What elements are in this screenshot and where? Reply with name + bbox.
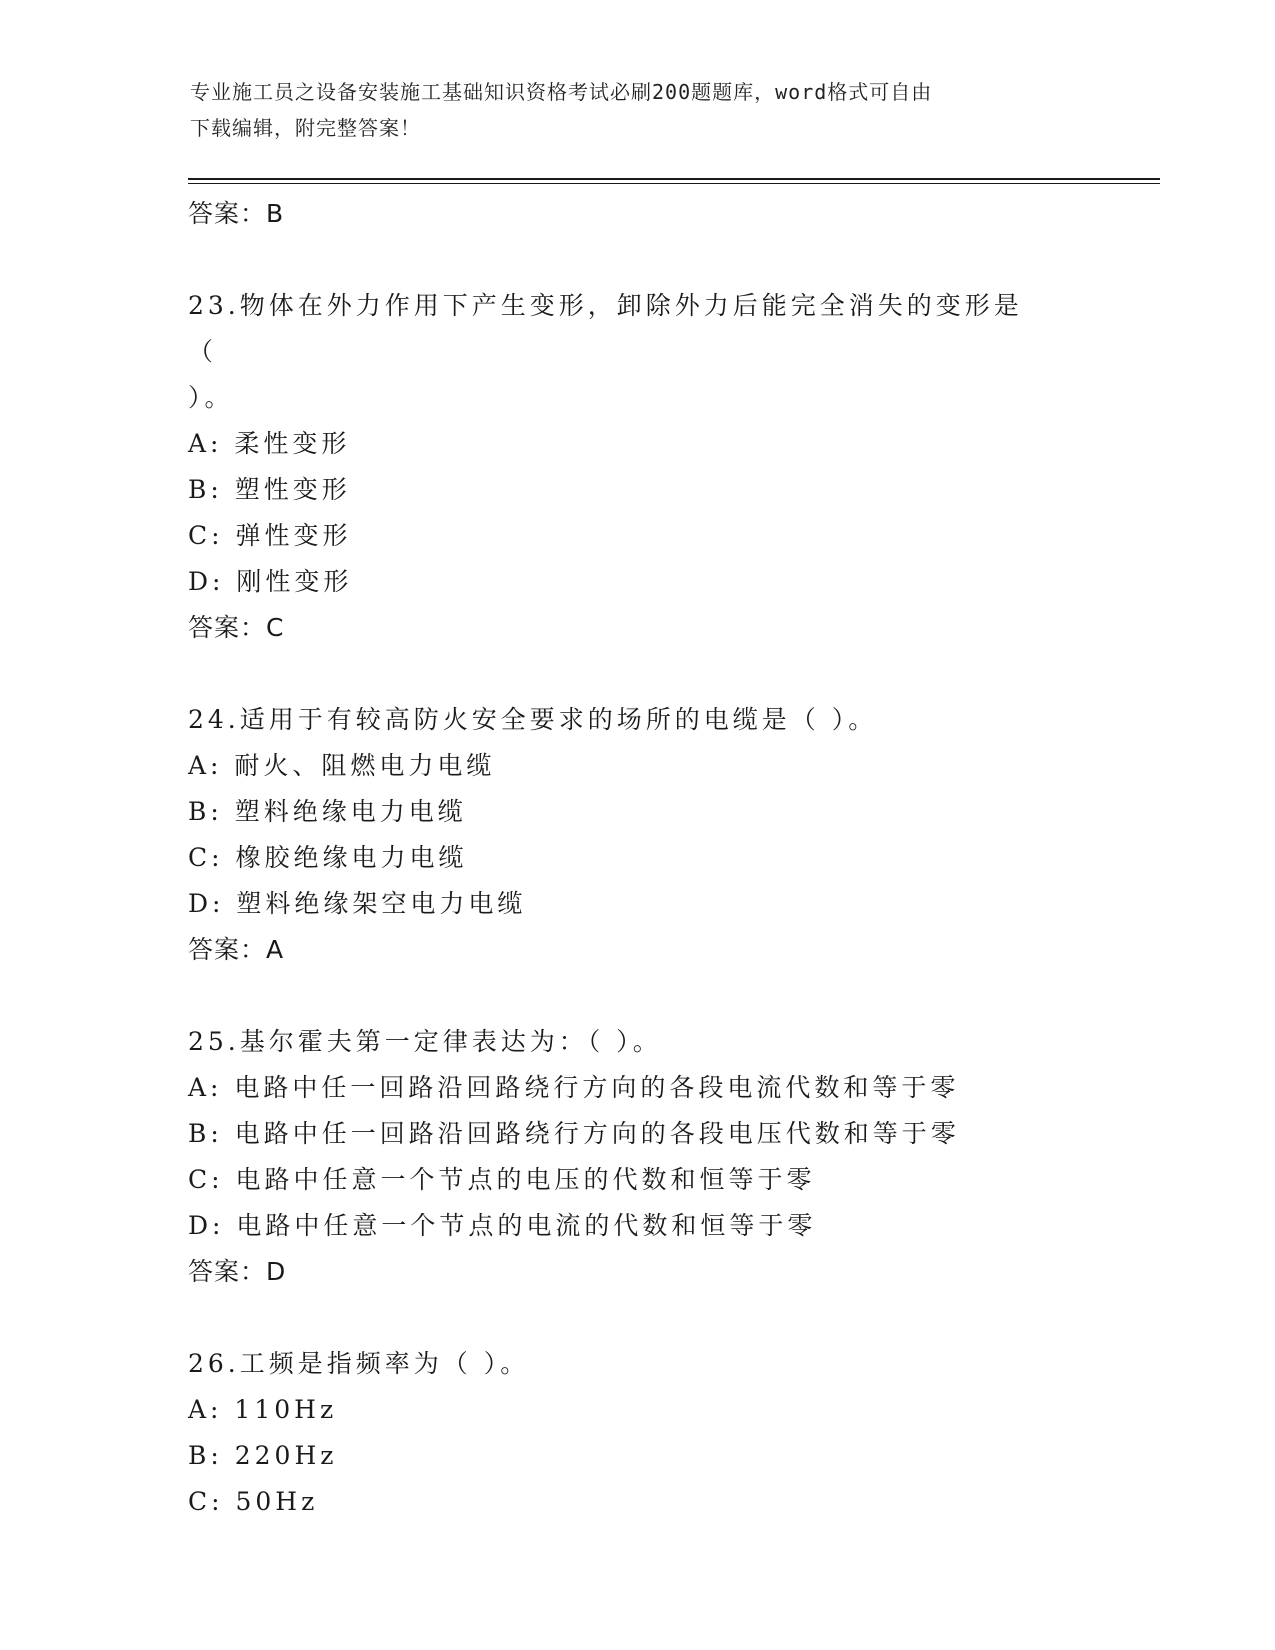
question-26 xyxy=(188,1341,1088,1525)
document-header xyxy=(190,74,1090,146)
option-a: A: 柔性变形 xyxy=(188,429,351,458)
header-rule-thin xyxy=(188,183,1160,184)
option-b: B: 220Hz xyxy=(188,1441,338,1470)
option-b: B: 塑料绝缘电力电缆 xyxy=(188,797,467,826)
question-text: 24.适用于有较高防火安全要求的场所的电缆是（ ）。 xyxy=(188,705,878,734)
answer-line: 答案：A xyxy=(188,935,285,964)
option-c: C: 橡胶绝缘电力电缆 xyxy=(188,843,468,872)
option-c: C: 弹性变形 xyxy=(188,521,352,550)
question-text: 25.基尔霍夫第一定律表达为：（ ）。 xyxy=(188,1027,662,1056)
question-text-continued: ）。 xyxy=(188,383,234,412)
option-a: A: 耐火、阻燃电力电缆 xyxy=(188,751,496,780)
question-text: 23.物体在外力作用下产生变形，卸除外力后能完全消失的变形是（ xyxy=(188,291,1023,366)
answer-line: 答案：C xyxy=(188,613,285,642)
option-a: A: 电路中任一回路沿回路绕行方向的各段电流代数和等于零 xyxy=(188,1073,960,1102)
header-line-1: 专业施工员之设备安装施工基础知识资格考试必刷200题题库，word格式可自由 xyxy=(190,80,933,104)
option-c: C: 电路中任意一个节点的电压的代数和恒等于零 xyxy=(188,1165,816,1194)
question-25 xyxy=(188,1019,1088,1295)
question-24 xyxy=(188,697,1088,973)
answer-line: 答案：B xyxy=(188,199,285,228)
question-text: 26.工频是指频率为（ ）。 xyxy=(188,1349,530,1378)
header-rule-thick xyxy=(188,178,1160,180)
option-d: D: 刚性变形 xyxy=(188,567,353,596)
document-body xyxy=(188,191,1088,1525)
answer-line: 答案：D xyxy=(188,1257,287,1286)
option-d: D: 电路中任意一个节点的电流的代数和恒等于零 xyxy=(188,1211,817,1240)
option-a: A: 110Hz xyxy=(188,1395,338,1424)
question-23 xyxy=(188,283,1088,651)
option-b: B: 电路中任一回路沿回路绕行方向的各段电压代数和等于零 xyxy=(188,1119,960,1148)
option-c: C: 50Hz xyxy=(188,1487,319,1516)
option-b: B: 塑性变形 xyxy=(188,475,351,504)
option-d: D: 塑料绝缘架空电力电缆 xyxy=(188,889,527,918)
header-line-2: 下载编辑，附完整答案！ xyxy=(190,116,421,140)
